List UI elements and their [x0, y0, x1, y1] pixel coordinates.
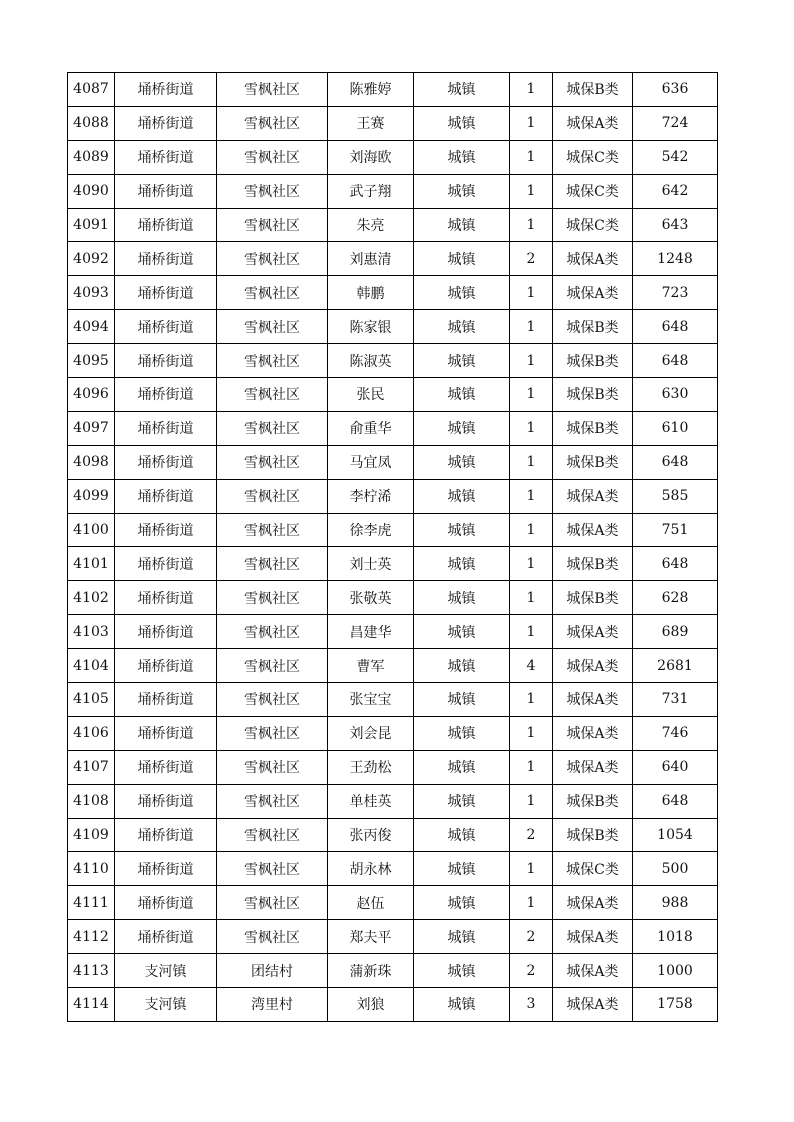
row-number: 4092: [68, 242, 115, 276]
household-count-cell: 1: [510, 174, 553, 208]
area-type-cell: 城镇: [414, 411, 510, 445]
area-type-cell: 城镇: [414, 310, 510, 344]
street-cell: 埇桥街道: [115, 174, 217, 208]
table-row: [68, 716, 718, 750]
amount-cell: 689: [633, 615, 718, 649]
name-cell: 单桂英: [328, 784, 414, 818]
community-cell: 雪枫社区: [217, 411, 328, 445]
category-cell: 城保B类: [553, 411, 633, 445]
row-number: 4088: [68, 106, 115, 140]
amount-cell: 1248: [633, 242, 718, 276]
category-cell: 城保A类: [553, 615, 633, 649]
amount-cell: 746: [633, 716, 718, 750]
area-type-cell: 城镇: [414, 479, 510, 513]
household-count-cell: 1: [510, 852, 553, 886]
street-cell: 埇桥街道: [115, 73, 217, 107]
row-number: 4112: [68, 920, 115, 954]
household-count-cell: 1: [510, 479, 553, 513]
household-count-cell: 2: [510, 954, 553, 988]
street-cell: 埇桥街道: [115, 479, 217, 513]
table-row: [68, 310, 718, 344]
amount-cell: 648: [633, 784, 718, 818]
row-number: 4109: [68, 818, 115, 852]
street-cell: 埇桥街道: [115, 547, 217, 581]
street-cell: 支河镇: [115, 988, 217, 1022]
street-cell: 埇桥街道: [115, 344, 217, 378]
community-cell: 雪枫社区: [217, 276, 328, 310]
row-number: 4094: [68, 310, 115, 344]
name-cell: 刘惠清: [328, 242, 414, 276]
street-cell: 埇桥街道: [115, 276, 217, 310]
household-count-cell: 1: [510, 106, 553, 140]
category-cell: 城保A类: [553, 920, 633, 954]
amount-cell: 585: [633, 479, 718, 513]
amount-cell: 2681: [633, 649, 718, 683]
amount-cell: 1018: [633, 920, 718, 954]
category-cell: 城保B类: [553, 581, 633, 615]
table-row: [68, 683, 718, 717]
area-type-cell: 城镇: [414, 615, 510, 649]
table-row: [68, 852, 718, 886]
table-row: [68, 208, 718, 242]
category-cell: 城保A类: [553, 988, 633, 1022]
name-cell: 武子翔: [328, 174, 414, 208]
table-row: [68, 513, 718, 547]
amount-cell: 724: [633, 106, 718, 140]
area-type-cell: 城镇: [414, 242, 510, 276]
table-row: [68, 954, 718, 988]
category-cell: 城保B类: [553, 547, 633, 581]
community-cell: 雪枫社区: [217, 242, 328, 276]
area-type-cell: 城镇: [414, 513, 510, 547]
area-type-cell: 城镇: [414, 988, 510, 1022]
category-cell: 城保C类: [553, 174, 633, 208]
name-cell: 胡永林: [328, 852, 414, 886]
community-cell: 雪枫社区: [217, 208, 328, 242]
household-count-cell: 1: [510, 208, 553, 242]
table-row: [68, 615, 718, 649]
area-type-cell: 城镇: [414, 954, 510, 988]
household-count-cell: 1: [510, 445, 553, 479]
household-count-cell: 2: [510, 242, 553, 276]
area-type-cell: 城镇: [414, 140, 510, 174]
table-row: [68, 73, 718, 107]
street-cell: 埇桥街道: [115, 920, 217, 954]
community-cell: 雪枫社区: [217, 378, 328, 412]
area-type-cell: 城镇: [414, 683, 510, 717]
community-cell: 雪枫社区: [217, 445, 328, 479]
amount-cell: 628: [633, 581, 718, 615]
street-cell: 埇桥街道: [115, 615, 217, 649]
street-cell: 支河镇: [115, 954, 217, 988]
row-number: 4090: [68, 174, 115, 208]
row-number: 4103: [68, 615, 115, 649]
name-cell: 曹军: [328, 649, 414, 683]
area-type-cell: 城镇: [414, 886, 510, 920]
amount-cell: 751: [633, 513, 718, 547]
community-cell: 雪枫社区: [217, 716, 328, 750]
household-count-cell: 1: [510, 411, 553, 445]
street-cell: 埇桥街道: [115, 208, 217, 242]
name-cell: 刘会昆: [328, 716, 414, 750]
amount-cell: 610: [633, 411, 718, 445]
row-number: 4097: [68, 411, 115, 445]
name-cell: 俞重华: [328, 411, 414, 445]
row-number: 4098: [68, 445, 115, 479]
area-type-cell: 城镇: [414, 344, 510, 378]
household-count-cell: 1: [510, 615, 553, 649]
row-number: 4110: [68, 852, 115, 886]
household-count-cell: 3: [510, 988, 553, 1022]
row-number: 4089: [68, 140, 115, 174]
community-cell: 雪枫社区: [217, 106, 328, 140]
table-row: [68, 988, 718, 1022]
category-cell: 城保A类: [553, 242, 633, 276]
area-type-cell: 城镇: [414, 581, 510, 615]
name-cell: 李柠浠: [328, 479, 414, 513]
benefit-roster-table: [67, 72, 718, 1022]
category-cell: 城保A类: [553, 276, 633, 310]
street-cell: 埇桥街道: [115, 242, 217, 276]
household-count-cell: 1: [510, 683, 553, 717]
area-type-cell: 城镇: [414, 73, 510, 107]
name-cell: 昌建华: [328, 615, 414, 649]
category-cell: 城保B类: [553, 445, 633, 479]
household-count-cell: 1: [510, 73, 553, 107]
table-row: [68, 784, 718, 818]
community-cell: 雪枫社区: [217, 140, 328, 174]
street-cell: 埇桥街道: [115, 852, 217, 886]
community-cell: 雪枫社区: [217, 174, 328, 208]
street-cell: 埇桥街道: [115, 513, 217, 547]
row-number: 4104: [68, 649, 115, 683]
street-cell: 埇桥街道: [115, 310, 217, 344]
amount-cell: 642: [633, 174, 718, 208]
table-row: [68, 445, 718, 479]
amount-cell: 636: [633, 73, 718, 107]
street-cell: 埇桥街道: [115, 683, 217, 717]
area-type-cell: 城镇: [414, 445, 510, 479]
community-cell: 雪枫社区: [217, 683, 328, 717]
community-cell: 雪枫社区: [217, 581, 328, 615]
household-count-cell: 2: [510, 920, 553, 954]
amount-cell: 1758: [633, 988, 718, 1022]
name-cell: 刘士英: [328, 547, 414, 581]
street-cell: 埇桥街道: [115, 106, 217, 140]
amount-cell: 500: [633, 852, 718, 886]
row-number: 4095: [68, 344, 115, 378]
table-row: [68, 276, 718, 310]
table-row: [68, 920, 718, 954]
name-cell: 刘狼: [328, 988, 414, 1022]
table-row: [68, 750, 718, 784]
category-cell: 城保A类: [553, 954, 633, 988]
name-cell: 朱亮: [328, 208, 414, 242]
area-type-cell: 城镇: [414, 920, 510, 954]
row-number: 4107: [68, 750, 115, 784]
area-type-cell: 城镇: [414, 818, 510, 852]
table-row: [68, 174, 718, 208]
table-row: [68, 649, 718, 683]
category-cell: 城保B类: [553, 73, 633, 107]
household-count-cell: 2: [510, 818, 553, 852]
row-number: 4099: [68, 479, 115, 513]
community-cell: 雪枫社区: [217, 615, 328, 649]
row-number: 4114: [68, 988, 115, 1022]
household-count-cell: 1: [510, 140, 553, 174]
community-cell: 团结村: [217, 954, 328, 988]
household-count-cell: 4: [510, 649, 553, 683]
amount-cell: 723: [633, 276, 718, 310]
area-type-cell: 城镇: [414, 784, 510, 818]
table-row: [68, 378, 718, 412]
table-row: [68, 411, 718, 445]
amount-cell: 648: [633, 445, 718, 479]
category-cell: 城保B类: [553, 818, 633, 852]
name-cell: 蒲新珠: [328, 954, 414, 988]
area-type-cell: 城镇: [414, 852, 510, 886]
name-cell: 王劲松: [328, 750, 414, 784]
name-cell: 张敬英: [328, 581, 414, 615]
street-cell: 埇桥街道: [115, 886, 217, 920]
community-cell: 雪枫社区: [217, 920, 328, 954]
household-count-cell: 1: [510, 784, 553, 818]
household-count-cell: 1: [510, 378, 553, 412]
category-cell: 城保B类: [553, 310, 633, 344]
category-cell: 城保A类: [553, 649, 633, 683]
amount-cell: 648: [633, 344, 718, 378]
area-type-cell: 城镇: [414, 174, 510, 208]
street-cell: 埇桥街道: [115, 140, 217, 174]
category-cell: 城保B类: [553, 378, 633, 412]
household-count-cell: 1: [510, 513, 553, 547]
row-number: 4113: [68, 954, 115, 988]
community-cell: 雪枫社区: [217, 479, 328, 513]
household-count-cell: 1: [510, 886, 553, 920]
category-cell: 城保A类: [553, 750, 633, 784]
household-count-cell: 1: [510, 716, 553, 750]
community-cell: 雪枫社区: [217, 513, 328, 547]
community-cell: 雪枫社区: [217, 649, 328, 683]
row-number: 4100: [68, 513, 115, 547]
row-number: 4091: [68, 208, 115, 242]
category-cell: 城保A类: [553, 716, 633, 750]
row-number: 4111: [68, 886, 115, 920]
amount-cell: 1000: [633, 954, 718, 988]
name-cell: 刘海欧: [328, 140, 414, 174]
row-number: 4106: [68, 716, 115, 750]
amount-cell: 542: [633, 140, 718, 174]
household-count-cell: 1: [510, 750, 553, 784]
category-cell: 城保C类: [553, 140, 633, 174]
area-type-cell: 城镇: [414, 378, 510, 412]
amount-cell: 648: [633, 547, 718, 581]
amount-cell: 643: [633, 208, 718, 242]
table-row: [68, 344, 718, 378]
row-number: 4105: [68, 683, 115, 717]
street-cell: 埇桥街道: [115, 784, 217, 818]
category-cell: 城保A类: [553, 479, 633, 513]
street-cell: 埇桥街道: [115, 716, 217, 750]
street-cell: 埇桥街道: [115, 445, 217, 479]
street-cell: 埇桥街道: [115, 750, 217, 784]
household-count-cell: 1: [510, 547, 553, 581]
community-cell: 雪枫社区: [217, 547, 328, 581]
household-count-cell: 1: [510, 344, 553, 378]
table-row: [68, 140, 718, 174]
street-cell: 埇桥街道: [115, 649, 217, 683]
table-row: [68, 242, 718, 276]
area-type-cell: 城镇: [414, 208, 510, 242]
area-type-cell: 城镇: [414, 649, 510, 683]
name-cell: 马宜凤: [328, 445, 414, 479]
community-cell: 雪枫社区: [217, 73, 328, 107]
name-cell: 徐李虎: [328, 513, 414, 547]
community-cell: 雪枫社区: [217, 344, 328, 378]
category-cell: 城保A类: [553, 106, 633, 140]
name-cell: 张宝宝: [328, 683, 414, 717]
table-row: [68, 886, 718, 920]
category-cell: 城保A类: [553, 513, 633, 547]
name-cell: 陈淑英: [328, 344, 414, 378]
name-cell: 王赛: [328, 106, 414, 140]
area-type-cell: 城镇: [414, 106, 510, 140]
community-cell: 雪枫社区: [217, 750, 328, 784]
amount-cell: 731: [633, 683, 718, 717]
street-cell: 埇桥街道: [115, 818, 217, 852]
name-cell: 郑夫平: [328, 920, 414, 954]
community-cell: 雪枫社区: [217, 818, 328, 852]
category-cell: 城保C类: [553, 208, 633, 242]
amount-cell: 988: [633, 886, 718, 920]
table-row: [68, 818, 718, 852]
community-cell: 雪枫社区: [217, 886, 328, 920]
category-cell: 城保B类: [553, 784, 633, 818]
community-cell: 雪枫社区: [217, 852, 328, 886]
community-cell: 湾里村: [217, 988, 328, 1022]
table-body: [68, 73, 718, 1022]
community-cell: 雪枫社区: [217, 784, 328, 818]
category-cell: 城保A类: [553, 683, 633, 717]
area-type-cell: 城镇: [414, 750, 510, 784]
name-cell: 韩鹏: [328, 276, 414, 310]
table-row: [68, 581, 718, 615]
street-cell: 埇桥街道: [115, 378, 217, 412]
row-number: 4101: [68, 547, 115, 581]
amount-cell: 648: [633, 310, 718, 344]
area-type-cell: 城镇: [414, 276, 510, 310]
area-type-cell: 城镇: [414, 716, 510, 750]
household-count-cell: 1: [510, 276, 553, 310]
row-number: 4108: [68, 784, 115, 818]
category-cell: 城保B类: [553, 344, 633, 378]
category-cell: 城保C类: [553, 852, 633, 886]
row-number: 4102: [68, 581, 115, 615]
street-cell: 埇桥街道: [115, 411, 217, 445]
name-cell: 陈雅婷: [328, 73, 414, 107]
table-row: [68, 547, 718, 581]
area-type-cell: 城镇: [414, 547, 510, 581]
name-cell: 张民: [328, 378, 414, 412]
row-number: 4096: [68, 378, 115, 412]
name-cell: 张丙俊: [328, 818, 414, 852]
table-row: [68, 479, 718, 513]
table-row: [68, 106, 718, 140]
row-number: 4093: [68, 276, 115, 310]
household-count-cell: 1: [510, 310, 553, 344]
community-cell: 雪枫社区: [217, 310, 328, 344]
category-cell: 城保A类: [553, 886, 633, 920]
name-cell: 陈家银: [328, 310, 414, 344]
amount-cell: 630: [633, 378, 718, 412]
amount-cell: 640: [633, 750, 718, 784]
amount-cell: 1054: [633, 818, 718, 852]
name-cell: 赵伍: [328, 886, 414, 920]
household-count-cell: 1: [510, 581, 553, 615]
street-cell: 埇桥街道: [115, 581, 217, 615]
row-number: 4087: [68, 73, 115, 107]
